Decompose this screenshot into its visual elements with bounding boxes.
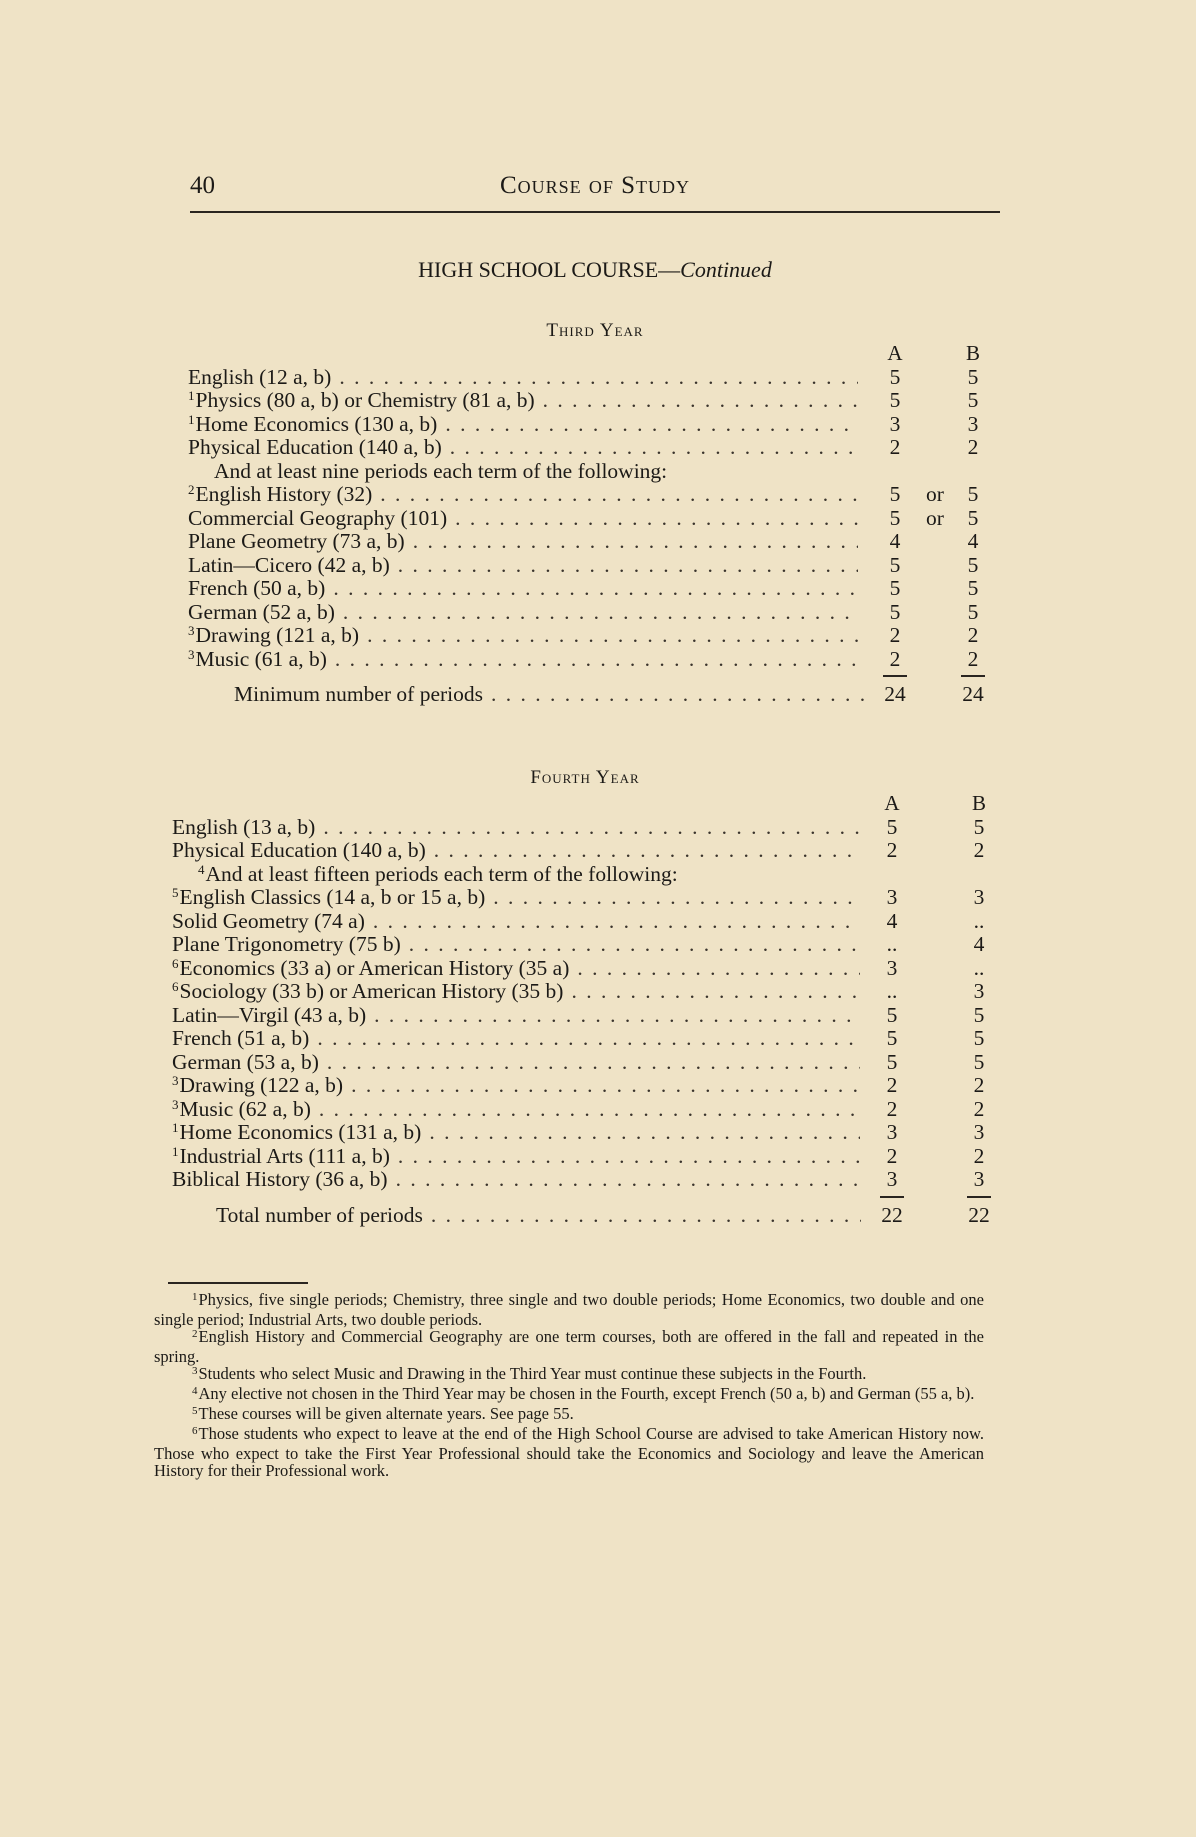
footnote-text: These courses will be given alternate years. See page 55.	[198, 1404, 574, 1423]
sum-rule-a	[883, 675, 907, 677]
total-a: 24	[884, 682, 906, 706]
footnote-number: 3	[192, 1365, 198, 1377]
course-name: Economics (33 a) or American History (35 a)	[179, 956, 570, 980]
footnote-ref: 1	[188, 412, 195, 427]
course-name: Plane Trigonometry (75 b)	[172, 933, 401, 956]
leader-dots	[445, 413, 858, 439]
periods-b: 2	[973, 1073, 985, 1097]
sum-rule-row	[188, 671, 1003, 683]
leader-dots	[380, 483, 858, 509]
footnote-text: English History and Commercial Geography are one term courses, both are offered in the fall and repeated in the spring.	[154, 1327, 984, 1366]
leader-dots	[398, 554, 858, 578]
column-a-header: A	[884, 791, 900, 815]
fourth-year-elective-rows	[172, 886, 1002, 1192]
footnote-number: 5	[192, 1405, 198, 1417]
course-row	[172, 1121, 1002, 1145]
periods-a: 2	[889, 646, 901, 671]
course-name: Drawing (121 a, b)	[195, 624, 360, 647]
sum-rule-b	[967, 1196, 991, 1198]
course-row	[172, 980, 1002, 1004]
total-b: 22	[968, 1202, 990, 1227]
leader-dots	[455, 507, 858, 531]
header-rule	[190, 211, 1000, 213]
course-row	[188, 413, 1003, 437]
fourth-year-table	[172, 792, 1002, 1227]
course-name: Latin—Cicero (42 a, b)	[188, 553, 390, 577]
course-row	[172, 886, 1002, 910]
course-name: French (50 a, b)	[188, 577, 326, 600]
periods-b: 4	[967, 529, 979, 553]
footnotes	[154, 1291, 984, 1479]
course-row	[188, 436, 1003, 460]
periods-b: 5	[973, 814, 985, 839]
periods-b: 2	[967, 435, 979, 459]
footnote-rule	[168, 1282, 308, 1284]
periods-b: ..	[973, 908, 985, 933]
section-title-continued: Continued	[680, 257, 772, 282]
periods-a: 5	[889, 388, 901, 412]
third-year-elective-rows	[188, 483, 1003, 671]
footnote-number: 2	[192, 1328, 198, 1340]
periods-b: 3	[973, 1167, 985, 1191]
periods-a: ..	[886, 932, 898, 956]
footnote-ref: 1	[188, 389, 195, 403]
footnote-ref: 6	[172, 956, 179, 971]
leader-dots	[333, 577, 858, 601]
footnote-ref: 1	[172, 1121, 179, 1135]
periods-a: 3	[886, 1120, 898, 1144]
course-name: Plane Geometry (73 a, b)	[188, 530, 405, 553]
course-name: German (53 a, b)	[172, 1050, 319, 1074]
or-label: or	[926, 482, 944, 506]
third-year-table	[188, 342, 1003, 707]
periods-b: 5	[967, 364, 979, 389]
course-row	[188, 648, 1003, 672]
column-header-row	[172, 792, 1002, 816]
leader-dots	[335, 648, 858, 674]
leader-dots	[450, 436, 858, 460]
course-name: Physical Education (140 a, b)	[172, 839, 426, 862]
course-row	[188, 624, 1003, 648]
periods-b: 3	[973, 1120, 985, 1144]
footnote-ref: 3	[188, 647, 195, 662]
course-row	[172, 1168, 1002, 1192]
periods-a: 2	[889, 435, 901, 459]
periods-b: 5	[967, 388, 979, 412]
periods-a: 4	[889, 529, 901, 553]
leader-dots	[317, 1027, 860, 1051]
course-row	[172, 816, 1002, 840]
course-row	[188, 366, 1003, 390]
total-label: Minimum number of periods	[234, 683, 484, 706]
course-row	[172, 1145, 1002, 1169]
total-a: 22	[881, 1202, 903, 1227]
footnote-text: Those students who expect to leave at the end of the High School Course are advised to take American History now. Those who expect to take the First Year Professional should take the Economics and Sociology and leave the American History for their Professional work.	[154, 1424, 984, 1480]
or-label: or	[926, 505, 944, 530]
leader-dots	[327, 1051, 860, 1075]
periods-a: 5	[889, 364, 901, 389]
leader-dots	[319, 1098, 860, 1124]
periods-b: 2	[973, 838, 985, 862]
elective-note-text: And at least fifteen periods each term of the following:	[205, 862, 678, 886]
sum-rule-b	[961, 675, 985, 677]
periods-b: 3	[967, 411, 979, 436]
periods-a: 2	[886, 1096, 898, 1121]
course-row	[172, 839, 1002, 863]
periods-a: 3	[886, 885, 898, 909]
leader-dots	[323, 816, 860, 840]
course-name: Home Economics (130 a, b)	[195, 412, 438, 436]
course-name: French (51 a, b)	[172, 1027, 310, 1050]
footnote-number: 4	[192, 1385, 198, 1397]
course-name: Music (62 a, b)	[179, 1097, 311, 1121]
footnote-ref: 2	[188, 483, 195, 497]
footnote-number: 1	[192, 1291, 198, 1303]
leader-dots	[398, 1145, 860, 1171]
leader-dots	[351, 1074, 860, 1100]
course-name: Drawing (122 a, b)	[179, 1074, 344, 1097]
course-row	[188, 554, 1003, 578]
course-name: Industrial Arts (111 a, b)	[179, 1144, 390, 1168]
course-name: German (52 a, b)	[188, 600, 335, 624]
periods-a: 4	[886, 908, 898, 933]
leader-dots	[396, 1168, 860, 1192]
course-row	[172, 1027, 1002, 1051]
course-name: Physical Education (140 a, b)	[188, 436, 442, 459]
course-name: Home Economics (131 a, b)	[179, 1121, 422, 1144]
periods-a: 5	[889, 505, 901, 530]
leader-dots	[543, 389, 858, 415]
course-row	[188, 577, 1003, 601]
leader-dots	[577, 957, 860, 983]
periods-b: 5	[973, 1049, 985, 1074]
periods-b: ..	[973, 955, 985, 980]
periods-a: 3	[889, 411, 901, 436]
footnote-ref: 6	[172, 980, 179, 994]
periods-a: 2	[886, 1073, 898, 1097]
periods-b: 3	[973, 979, 985, 1003]
fourth-year-required-rows	[172, 816, 1002, 863]
leader-dots	[493, 886, 860, 912]
course-row	[188, 389, 1003, 413]
column-b-header: B	[971, 791, 986, 815]
footnote-ref: 3	[172, 1074, 179, 1088]
leader-dots	[409, 933, 860, 957]
footnote-text: Any elective not chosen in the Third Year may be chosen in the Fourth, except French (50 a, b) and German (55 a, b).	[198, 1384, 975, 1403]
periods-a: 5	[889, 576, 901, 600]
footnote-ref: 5	[172, 886, 179, 900]
periods-a: 3	[886, 955, 898, 980]
leader-dots	[374, 1004, 860, 1028]
footnote	[154, 1365, 984, 1385]
footnote	[154, 1425, 984, 1479]
periods-b: 3	[973, 885, 985, 909]
course-name: Biblical History (36 a, b)	[172, 1168, 388, 1191]
footnote-number: 6	[192, 1425, 198, 1437]
leader-dots	[343, 601, 858, 625]
third-year-required-rows	[188, 366, 1003, 460]
periods-b: 5	[967, 552, 979, 577]
periods-b: 5	[967, 505, 979, 530]
fourth-year-total-row	[172, 1204, 1002, 1228]
section-title	[190, 257, 1000, 283]
course-row	[172, 1098, 1002, 1122]
periods-b: 2	[967, 646, 979, 671]
periods-a: 2	[886, 1143, 898, 1168]
leader-dots	[434, 839, 860, 863]
sum-rule-a	[880, 1196, 904, 1198]
periods-a: 5	[889, 552, 901, 577]
leader-dots	[431, 1204, 861, 1228]
footnote	[154, 1328, 984, 1365]
course-name: English (12 a, b)	[188, 365, 332, 389]
periods-a: 2	[889, 623, 901, 647]
leader-dots	[491, 683, 864, 707]
footnote	[154, 1405, 984, 1425]
footnote-ref: 4	[198, 862, 205, 877]
leader-dots	[373, 910, 860, 934]
periods-a: 5	[886, 814, 898, 839]
course-row	[188, 483, 1003, 507]
section-title-main: HIGH SCHOOL COURSE—	[418, 257, 681, 282]
fourth-year-elective-note	[172, 863, 1002, 887]
leader-dots	[571, 980, 860, 1006]
course-row	[172, 957, 1002, 981]
leader-dots	[429, 1121, 860, 1147]
sum-rule-row	[172, 1192, 1002, 1204]
periods-b: 5	[967, 576, 979, 600]
course-row	[188, 507, 1003, 531]
periods-b: 2	[967, 623, 979, 647]
third-year-title: Third Year	[546, 320, 644, 341]
periods-b: 5	[967, 599, 979, 624]
third-year-total-row	[188, 683, 1003, 707]
course-name: Physics (80 a, b) or Chemistry (81 a, b)	[195, 389, 535, 412]
leader-dots	[413, 530, 858, 554]
footnote-ref: 1	[172, 1144, 179, 1159]
leader-dots	[339, 366, 858, 390]
footnote-text: Physics, five single periods; Chemistry, three single and two double periods; Home Economics, two double and one single period; Industrial Arts, two double periods.	[154, 1290, 984, 1329]
course-name: Latin—Virgil (43 a, b)	[172, 1003, 367, 1027]
fourth-year-title: Fourth Year	[530, 767, 640, 788]
periods-a: 2	[886, 838, 898, 862]
footnote-ref: 3	[188, 624, 195, 638]
column-a-header: A	[887, 341, 903, 365]
elective-note-text: And at least nine periods each term of the following:	[214, 459, 668, 483]
periods-b: 2	[973, 1143, 985, 1168]
leader-dots	[367, 624, 858, 650]
course-name: English (13 a, b)	[172, 815, 316, 839]
periods-a: 5	[886, 1026, 898, 1050]
periods-b: 5	[973, 1002, 985, 1027]
course-row	[172, 1074, 1002, 1098]
column-b-header: B	[965, 341, 980, 365]
periods-b: 2	[973, 1096, 985, 1121]
course-name: Solid Geometry (74 a)	[172, 909, 365, 933]
periods-a: 5	[886, 1049, 898, 1074]
total-b: 24	[962, 682, 984, 706]
column-header-row	[188, 342, 1003, 366]
course-name: Commercial Geography (101)	[188, 506, 448, 530]
periods-b: 4	[973, 932, 985, 956]
periods-a: 5	[889, 482, 901, 506]
course-row	[172, 1004, 1002, 1028]
periods-a: 5	[886, 1002, 898, 1027]
periods-a: ..	[886, 979, 898, 1003]
course-row	[188, 601, 1003, 625]
total-label: Total number of periods	[216, 1203, 423, 1227]
page-number: 40	[190, 172, 215, 199]
course-row	[188, 530, 1003, 554]
course-name: English History (32)	[195, 483, 373, 506]
course-name: Sociology (33 b) or American History (35 b)	[179, 980, 564, 1003]
footnote	[154, 1385, 984, 1405]
course-row	[172, 1051, 1002, 1075]
footnote	[154, 1291, 984, 1328]
periods-a: 3	[886, 1167, 898, 1191]
footnote-text: Students who select Music and Drawing in the Third Year must continue these subjects in the Fourth.	[198, 1364, 867, 1383]
course-row	[172, 910, 1002, 934]
running-title: Course of Study	[499, 172, 691, 199]
course-name: English Classics (14 a, b or 15 a, b)	[179, 886, 486, 909]
periods-a: 5	[889, 599, 901, 624]
periods-b: 5	[967, 482, 979, 506]
course-row	[172, 933, 1002, 957]
periods-b: 5	[973, 1026, 985, 1050]
third-year-elective-note	[188, 460, 1003, 484]
footnote-ref: 3	[172, 1097, 179, 1112]
course-name: Music (61 a, b)	[195, 647, 327, 671]
